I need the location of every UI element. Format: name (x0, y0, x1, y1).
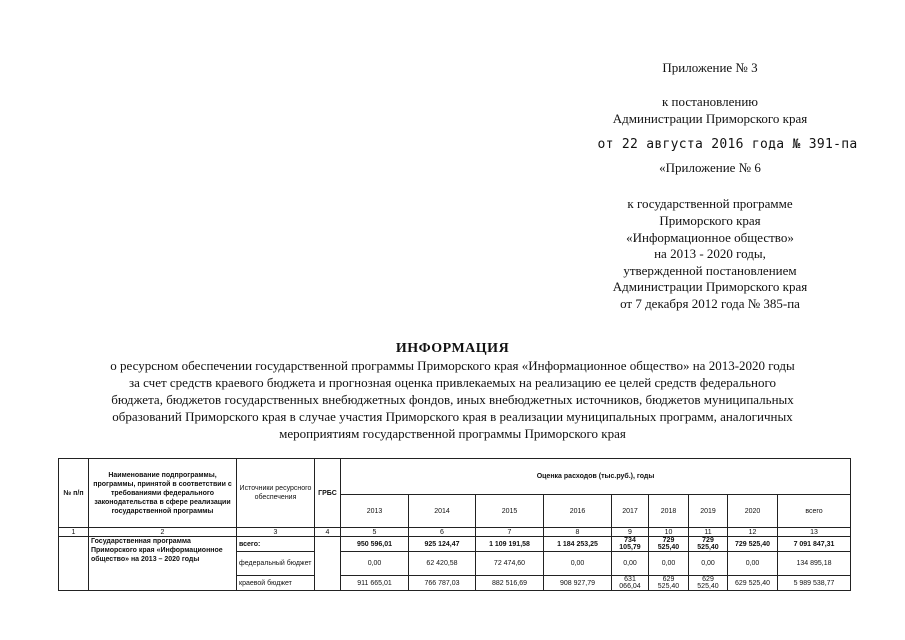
program-line: от 7 декабря 2012 года № 385-па (620, 296, 800, 311)
value-cell: 62 420,58 (409, 552, 476, 576)
value-cell: 631 066,04 (612, 576, 649, 591)
value-cell: 0,00 (544, 552, 612, 576)
column-number: 7 (476, 528, 544, 537)
column-number: 1 (59, 528, 89, 537)
column-number: 6 (409, 528, 476, 537)
column-number: 13 (778, 528, 851, 537)
value-cell: 729 525,40 (728, 537, 778, 552)
administration: Администрации Приморского края (612, 111, 808, 126)
header-source: Источники ресурсного обеспечения (237, 459, 315, 528)
value-cell: 5 989 538,77 (778, 576, 851, 591)
value-cell: 908 927,79 (544, 576, 612, 591)
value-cell: 1 184 253,25 (544, 537, 612, 552)
header-estimate: Оценка расходов (тыс.руб.), годы (341, 459, 851, 495)
value-cell: 950 596,01 (341, 537, 409, 552)
value-cell: 729 525,40 (649, 537, 689, 552)
value-cell: 0,00 (612, 552, 649, 576)
subtitle-line: мероприятиям государственной программы Приморского края (279, 426, 626, 441)
header-no: № п/п (59, 459, 89, 528)
value-cell: 925 124,47 (409, 537, 476, 552)
year-cell: 2018 (649, 495, 689, 528)
value-cell: 629 525,40 (649, 576, 689, 591)
program-line: к государственной программе (627, 196, 793, 211)
program-line: на 2013 - 2020 годы, (654, 246, 766, 261)
table-row (59, 537, 851, 552)
value-cell: 729 525,40 (689, 537, 728, 552)
program-line: Администрации Приморского края (612, 279, 808, 294)
subtitle-line: образований Приморского края в случае участия Приморского края в реализации муниципальных программ, аналогичных (112, 409, 793, 424)
column-number: 8 (544, 528, 612, 537)
document-title: ИНФОРМАЦИЯ (395, 341, 510, 356)
table-header-row (59, 459, 851, 495)
value-cell: 734 105,79 (612, 537, 649, 552)
subtitle-line: о ресурсном обеспечении государственной программы Приморского края «Информационное общество» на 2013-2020 годы (110, 358, 795, 373)
header-name: Наименование подпрограммы, программы, принятой в соответствии с требованиями федерального законодательства в сфере реализации государственной программы (89, 459, 237, 528)
appendix-number: Приложение № 3 (662, 60, 758, 75)
program-line: «Информационное общество» (626, 230, 794, 245)
value-cell: 0,00 (728, 552, 778, 576)
resolution-date: от 22 августа 2016 года № 391-па (597, 137, 858, 152)
value-cell: 0,00 (341, 552, 409, 576)
column-number: 3 (237, 528, 315, 537)
value-cell: 911 665,01 (341, 576, 409, 591)
header-grbs: ГРБС (315, 459, 341, 528)
value-cell: 72 474,60 (476, 552, 544, 576)
column-number-row (59, 528, 851, 537)
year-cell: 2016 (544, 495, 612, 528)
value-cell: 134 895,18 (778, 552, 851, 576)
subtitle-line: за счет средств краевого бюджета и прогнозная оценка привлекаемых на реализацию ее целей средств федерального (129, 375, 776, 390)
source-cell: всего: (237, 537, 315, 552)
row-no (59, 537, 89, 591)
column-number: 5 (341, 528, 409, 537)
column-number: 9 (612, 528, 649, 537)
program-line: утвержденной постановлением (623, 263, 797, 278)
column-number: 12 (728, 528, 778, 537)
value-cell: 629 525,40 (728, 576, 778, 591)
year-cell: 2013 (341, 495, 409, 528)
subtitle-line: бюджета, бюджетов государственных внебюджетных фондов, иных внебюджетных источников, бюджетов муниципальных (111, 392, 794, 407)
year-cell: 2019 (689, 495, 728, 528)
value-cell: 0,00 (649, 552, 689, 576)
value-cell: 1 109 191,58 (476, 537, 544, 552)
program-line: Приморского края (659, 213, 761, 228)
year-cell: всего (778, 495, 851, 528)
appendix-six: «Приложение № 6 (659, 160, 761, 175)
column-number: 10 (649, 528, 689, 537)
column-number: 4 (315, 528, 341, 537)
program-name: Государственная программа Приморского края «Информационное общество» на 2013 – 2020 годы (89, 537, 237, 591)
year-cell: 2015 (476, 495, 544, 528)
column-number: 11 (689, 528, 728, 537)
source-cell: краевой бюджет (237, 576, 315, 591)
value-cell: 882 516,69 (476, 576, 544, 591)
year-cell: 2014 (409, 495, 476, 528)
year-cell: 2020 (728, 495, 778, 528)
grbs-cell (315, 537, 341, 591)
value-cell: 629 525,40 (689, 576, 728, 591)
resource-table (58, 458, 851, 591)
year-cell: 2017 (612, 495, 649, 528)
column-number: 2 (89, 528, 237, 537)
value-cell: 0,00 (689, 552, 728, 576)
value-cell: 766 787,03 (409, 576, 476, 591)
to-resolution: к постановлению (661, 94, 759, 109)
source-cell: федеральный бюджет (237, 552, 315, 576)
value-cell: 7 091 847,31 (778, 537, 851, 552)
